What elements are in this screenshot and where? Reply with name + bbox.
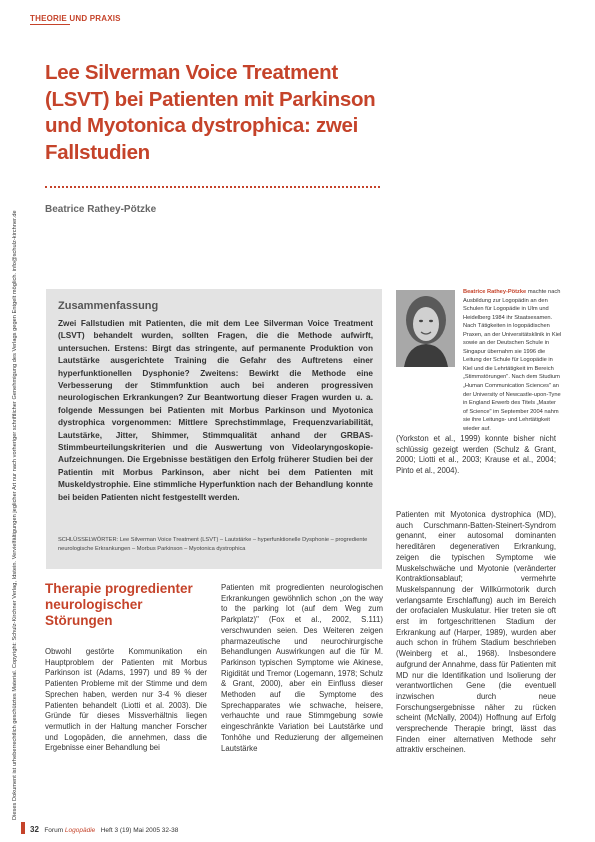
article-title: Lee Silverman Voice Treatment (LSVT) bei Patienten mit Parkinson und Myotonica dystrophica: zwei Fallstudien [45, 61, 376, 164]
column3-text-a: (Yorkston et al., 1999) konnte bisher nicht schlüssig gezeigt werden (Schulz & Grant, 2000; Liotti et al., 2003; Krause et al., 2004; Pinto et al., 2004). [396, 434, 556, 476]
footer-issue: Heft 3 (19) Mai 2005 32-38 [100, 827, 179, 834]
copyright-sidebar [2, 30, 16, 820]
summary-heading: Zusammenfassung [58, 300, 159, 312]
footer-bar [21, 822, 25, 834]
author-bio [397, 288, 562, 433]
footer-magazine: Logopädie [64, 827, 96, 834]
section-rule [30, 24, 70, 25]
page-number: 32 [30, 825, 39, 834]
bio-name: Beatrice Rathey-Pötzke [463, 289, 527, 295]
section-label: THEORIE UND PRAXIS [30, 14, 121, 23]
article-author: Beatrice Rathey-Pötzke [45, 204, 157, 215]
bio-text: machte nach Ausbildung zur Logopädin an den Schulen für Logopädie in Ulm und Heidelberg 1984 ihr Staatsexamen. Nach Tätigkeiten in logopädischen Praxen, an der Universitätsklinik in Kiel sowie an der Deutschen Schule in Singapur übernahm sie 1996 die Leitung der Schule für Logopädie in Kiel und die Lehrtätigkeit im Bereich „Stimmstörungen". Nach dem Studium „Human Communication Sciences" an der University of Newcastle-upon-Tyne in England Erwerb des Titels „Master of Science" im September 2004 nahm sie ihre Leitungs- und Lehrtätigkeit wieder auf. [463, 289, 562, 432]
column3-text-b: Patienten mit Myotonica dystrophica (MD), auch Curschmann-Batten-Steinert-Syndrom genannt, einer autosomal dominanten hereditären degenerativen Erkrankung, zeigen die typischen Symptome wie Muskelschwäche und Myotonie (veränderter Kontraktionsablauf; vermehrte Muskelspannung der Willkürmotorik durch verlangsamte Erschlaffung) auch im Bereich der orofacialen Muskulatur. Hier treten sie oft erst im fortgeschrittenen Stadium der Erkrankung auf (Harper, 1989), wurden aber auch schon in frühem Stadium beschrieben (Weinberg et al., 1968). Insbesondere aufgrund der Annahme, dass für Patienten mit MD nur die Identifikation und Isolierung der verantwortlichen Gene (die eventuell inzwischen durch neue Forschungsergebnisse näher zu rücken scheint (McNally, 2004)) Hoffnung auf Erfolg versprechende Therapie bringt, lässt das Finden einer alternativen Methode sehr attraktiv erscheinen. [396, 510, 556, 755]
footer-forum: Forum [44, 827, 64, 834]
copyright-text: Dieses Dokument ist urheberrechtlich geschütztes Material. Copyright: Schulz-Kirchner Verlag, Idstein. Vervielfältigungen jeglicher Art nur nach vorheriger schriftlicher Genehmigung des Verlags gegen Entgelt möglich. info@schulz-kirchner.de [12, 210, 18, 820]
column2-text: Patienten mit progredienten neurologischen Erkrankungen gewöhnlich schon „on the way to the parking lot (auf dem Weg zum Parkplatz)" (Fox et al., 2002, S.111) verschwunden seien. Des Weiteren zeigen pharmazeutische und neurochirurgische Behandlungen Auswirkungen auf die für M. Parkinson typischen Symptome wie Akinese, Rigidität und Tremor (Logemann, 1978; Schulz & Grant, 2000), aber ein Einfluss dieser Methoden auf die Symptome des Sprechapparates wie schwache, heisere, verhauchte und raue Stimmgebung sowie eingeschränkte Variation bei Lautstärke und Tonhöhe und Reduzierung der allgemeinen Lautstärke [221, 583, 383, 753]
summary-text: Zwei Fallstudien mit Patienten, die mit dem Lee Silverman Voice Treatment (LSVT) behandelt wurden, sollten Fragen, die die Methode aufwirft, untersuchen. Erstens: Birgt das stringente, auf permanente Produktion von Lautstärke ausgerichtete Training die Gefahr des Auftretens einer hyperfunktionellen Dysphonie? Zweitens: Bewirkt die Methode eine Verbesserung der Stimmfunktion auch bei anderen progressiven neurologischen Erkrankungen? Zur Beantwortung dieser Fragen wurden u. a. folgende Messungen bei Patienten mit Morbus Parkinson und Myotonica dystrophica vorgenommen: Mittlere Sprechstimmlage, Frequenzvariabilität, Lautstärke, Jitter, Shimmer, Stimmqualität anhand der GRBAS-Stimmbeurteilungskriterien und die Auswertung von Videolaryngoskopie-Aufzeichnungen. Die Ergebnisse bestätigen den Erfolg früherer Studien bei der Patientin mit Morbus Parkinson, aber nicht bei dem Patienten mit Muskeldystrophie. Eine stimmliche Hyperfunktion nach der Behandlung konnte bei beiden Patienten nicht festgestellt werden. [58, 319, 373, 502]
column1-text: Obwohl gestörte Kommunikation ein Hauptproblem der Patienten mit Morbus Parkinson ist (Adams, 1997) und 89 % der Patienten Probleme mit der Stimme und dem Sprechen haben, werden nur 3-4 % dieser Patienten behandelt (Liotti et al. 2003). Die Gründe für dieses Missverhältnis liegen vermutlich in der Haltung mancher Forscher und Logopäden, die annehmen, dass die Ergebnisse einer Behandlung bei [45, 647, 207, 753]
title-divider [45, 186, 380, 188]
footer [30, 825, 178, 834]
keywords: SCHLÜSSELWÖRTER: Lee Silverman Voice Treatment (LSVT) – Lautstärke – hyperfunktionelle Dysphonie – progrediente neurologische Erkrankungen – Morbus Parkinson – Myotonica dystrophica [58, 537, 368, 552]
section-heading: Therapie progredienter neurologischer Störungen [45, 581, 193, 628]
